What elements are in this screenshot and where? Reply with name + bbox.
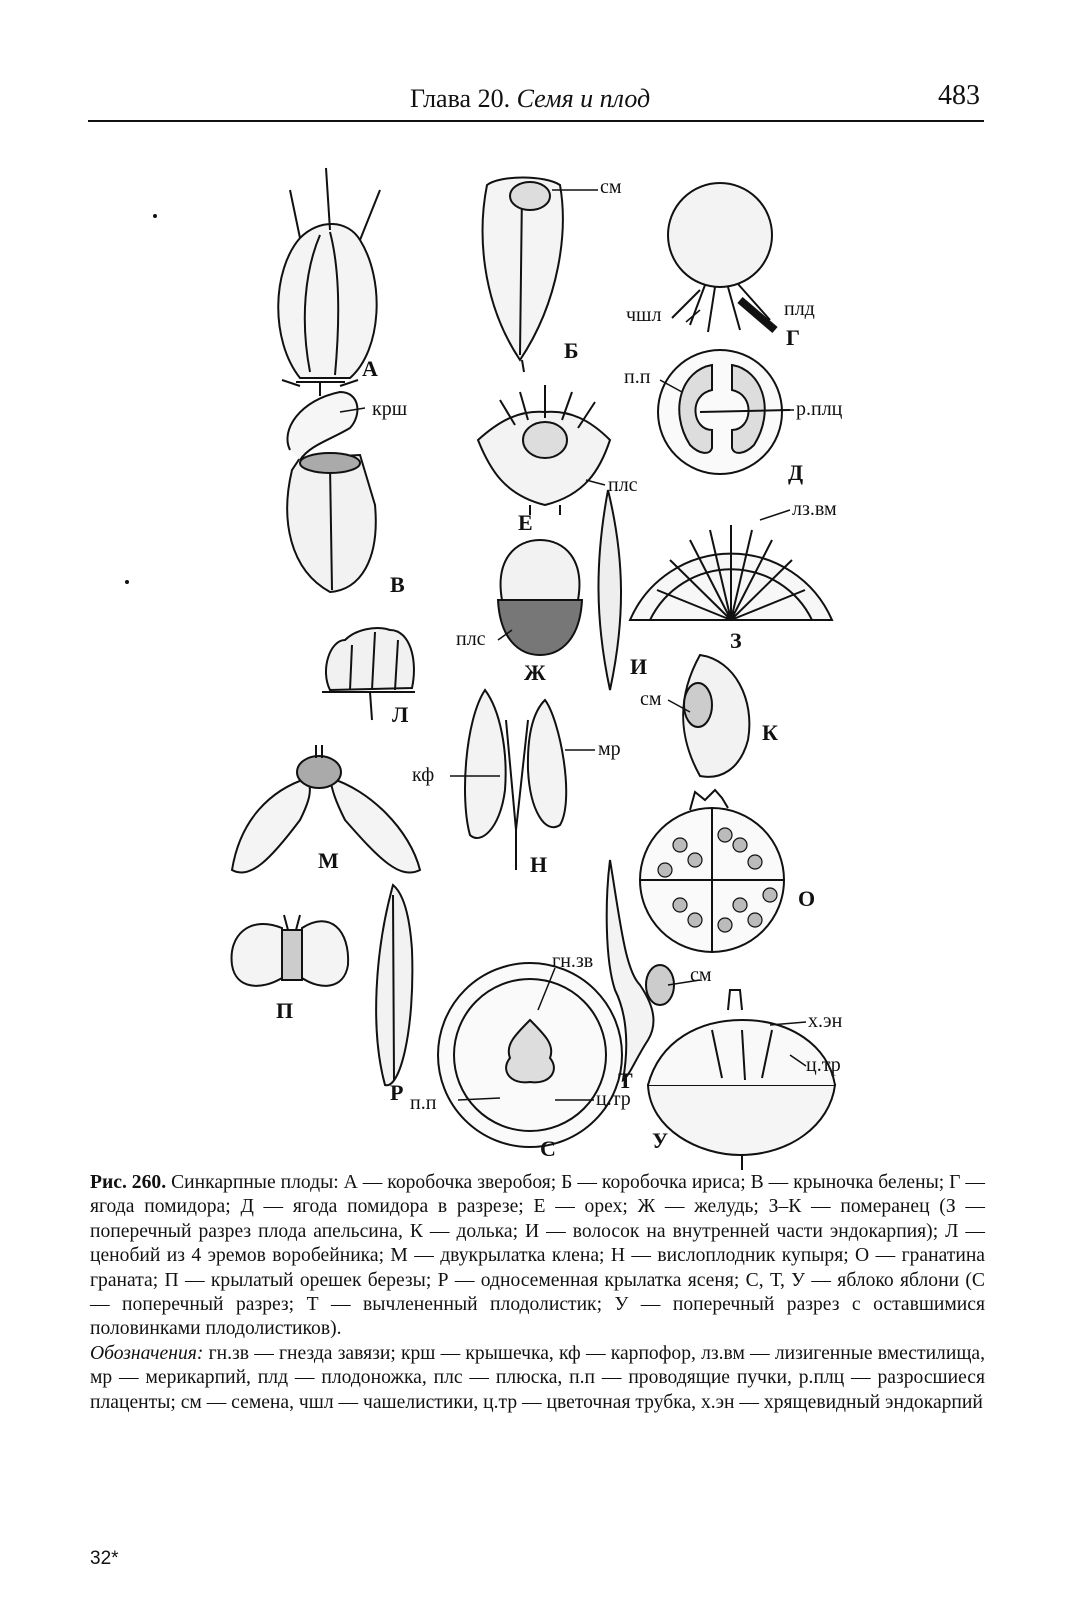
fruit-b-drawing: [483, 178, 563, 373]
chapter-title: Семя и плод: [516, 84, 651, 113]
figure-letter-k: К: [762, 720, 778, 745]
figure-letter-l: Л: [392, 702, 409, 727]
label-krsh: крш: [372, 398, 408, 420]
label-lzvm: лз.вм: [792, 498, 837, 520]
fruit-n-drawing: [465, 690, 566, 870]
caption-text: Синкарпные плоды: А — коробочка зверобоя; Б — коробочка ириса; В — крыночка белены; Г — ягода помидора; Д — ягода помидора в разрезе; Е — орех; Ж — желудь; З–К — померанец (З — поперечный разрез плода апельсина, К — долька; И — волосок на внутренней части эндокарпия); Л — ценобий из 4 эремов воробейника; М — двукрылатка клена; Н — вислоплодник купыря; О — гранатина граната; П — крылатый орешек березы; Р — односеменная крылатка ясеня; С, Т, У — яблоко яблони (С — поперечный разрез; Т — вычлененный плодолистик; У — поперечный разрез с оставшимися половинками плодолистиков).: [90, 1172, 986, 1340]
label-ctr: ц.тр: [806, 1054, 841, 1076]
figure-letter-p: П: [276, 998, 294, 1023]
fruit-zh-drawing: [498, 540, 582, 655]
fruit-p-drawing: [232, 915, 349, 986]
caption-figure-label: Рис. 260.: [90, 1172, 167, 1193]
label-rplc: р.плц: [796, 398, 843, 420]
label-hen: х.эн: [808, 1010, 843, 1032]
fruit-z-drawing: [630, 525, 832, 620]
fruit-u-drawing: [648, 990, 835, 1170]
label-mr: мр: [598, 738, 621, 760]
label-pp: п.п: [624, 366, 651, 388]
fruit-d-drawing: [658, 350, 790, 474]
figure-letter-s: С: [540, 1136, 556, 1161]
figure-letter-i: И: [630, 654, 648, 679]
label-pls: плс: [608, 474, 638, 496]
figure-letter-a: А: [362, 356, 378, 381]
fruit-v-drawing: [287, 392, 376, 592]
label-pls: плс: [456, 628, 486, 650]
figure-letter-z: З: [730, 628, 742, 653]
figure-letter-zh: Ж: [524, 660, 546, 685]
label-sm: см: [600, 176, 622, 198]
label-sm: см: [690, 964, 712, 986]
label-pp: п.п: [410, 1092, 437, 1114]
figure-letter-o: О: [798, 886, 816, 911]
chapter-number: Глава 20.: [410, 84, 511, 113]
fruit-e-drawing: [478, 385, 610, 515]
figure-letter-g: Г: [786, 325, 800, 350]
figure-letter-v: В: [390, 572, 405, 597]
figure-letter-e: Е: [518, 510, 533, 535]
fruit-s-drawing: [438, 963, 622, 1147]
label-chshl: чшл: [626, 304, 662, 326]
figure-letter-n: Н: [530, 852, 548, 877]
fruit-k-drawing: [683, 655, 749, 777]
figure-letter-b: Б: [564, 338, 579, 363]
label-ctr: ц.тр: [596, 1088, 631, 1110]
label-gnzv: гн.зв: [552, 950, 594, 972]
figure-caption: [90, 1171, 985, 1415]
figure-letter-m: М: [318, 848, 339, 873]
figure-letter-r: Р: [390, 1080, 404, 1105]
figure-letter-t: Т: [618, 1068, 633, 1093]
fruit-r-drawing: [376, 885, 412, 1085]
label-kf: кф: [412, 764, 435, 786]
printer-signature: 32*: [90, 1548, 119, 1569]
fruit-o-drawing: [640, 790, 784, 952]
legend-text: гн.зв — гнезда завязи; крш — крышечка, кф — карпофор, лз.вм — лизигенные вместилища, мр — мерикарпий, плд — плодоножка, плс — плюска, п.п — проводящие пучки, р.плц — разросшиеся плаценты; см — семена, чшл — чашелистики, ц.тр — цветочная трубка, х.эн — хрящевидный эндокарпий: [90, 1342, 985, 1413]
figure-letter-d: Д: [788, 460, 804, 485]
page-number: 483: [938, 80, 980, 111]
figure-letter-u: У: [652, 1128, 669, 1153]
fruit-i-drawing: [598, 490, 621, 690]
label-sm: см: [640, 688, 662, 710]
fruit-g-drawing: [668, 183, 775, 332]
legend-heading: Обозначения:: [90, 1342, 204, 1364]
label-pld: плд: [784, 298, 815, 320]
